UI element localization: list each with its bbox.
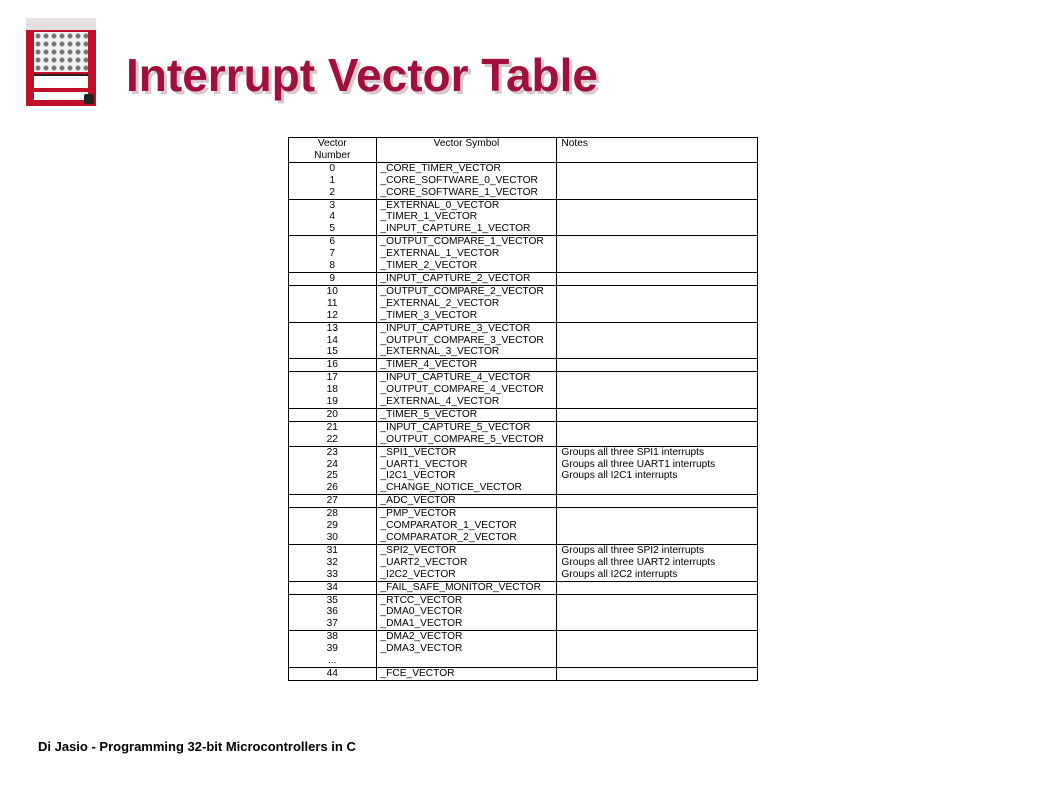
- table-row: [289, 544, 758, 556]
- vector-symbol-cell: [376, 655, 557, 667]
- vector-number-cell: 12: [289, 310, 377, 322]
- vector-symbol-cell: _INPUT_CAPTURE_5_VECTOR: [376, 421, 557, 433]
- table-row: [289, 248, 758, 260]
- vector-symbol-cell: _INPUT_CAPTURE_2_VECTOR: [376, 272, 557, 285]
- vector-symbol-cell: _RTCC_VECTOR: [376, 594, 557, 606]
- vector-note-cell: Groups all three UART1 interrupts: [557, 459, 758, 471]
- table-row: [289, 272, 758, 285]
- vector-number-cell: 21: [289, 421, 377, 433]
- vector-note-cell: [557, 434, 758, 446]
- table-row: [289, 581, 758, 594]
- table-row: [289, 162, 758, 174]
- vector-symbol-cell: _DMA2_VECTOR: [376, 631, 557, 643]
- table-row: [289, 606, 758, 618]
- table-row: [289, 421, 758, 433]
- vector-number-cell: 20: [289, 408, 377, 421]
- vector-symbol-cell: _OUTPUT_COMPARE_5_VECTOR: [376, 434, 557, 446]
- vector-number-cell: 36: [289, 606, 377, 618]
- vector-symbol-cell: _OUTPUT_COMPARE_1_VECTOR: [376, 236, 557, 248]
- vector-number-cell: 38: [289, 631, 377, 643]
- vector-note-cell: [557, 162, 758, 174]
- vector-number-cell: 0: [289, 162, 377, 174]
- slide-footer: Di Jasio - Programming 32-bit Microcontrollers in C: [38, 739, 356, 754]
- cover-top-band: [26, 18, 96, 30]
- vector-note-cell: [557, 421, 758, 433]
- table-row: [289, 396, 758, 408]
- table-body: [289, 162, 758, 680]
- vector-number-cell: 5: [289, 223, 377, 235]
- table-row: [289, 285, 758, 297]
- vector-note-cell: [557, 408, 758, 421]
- vector-symbol-cell: _FCE_VECTOR: [376, 667, 557, 680]
- vector-symbol-cell: _SPI1_VECTOR: [376, 446, 557, 458]
- table-row: [289, 667, 758, 680]
- vector-number-cell: 29: [289, 520, 377, 532]
- table-row: [289, 346, 758, 358]
- vector-symbol-cell: _EXTERNAL_1_VECTOR: [376, 248, 557, 260]
- table-row: [289, 310, 758, 322]
- vector-number-cell: 22: [289, 434, 377, 446]
- cover-title-block: [34, 74, 88, 88]
- table-row: [289, 482, 758, 494]
- vector-symbol-cell: _EXTERNAL_2_VECTOR: [376, 298, 557, 310]
- vector-symbol-cell: _DMA0_VECTOR: [376, 606, 557, 618]
- table-row: [289, 384, 758, 396]
- vector-number-cell: ...: [289, 655, 377, 667]
- vector-symbol-cell: _DMA1_VECTOR: [376, 618, 557, 630]
- vector-symbol-cell: _SPI2_VECTOR: [376, 544, 557, 556]
- vector-note-cell: [557, 667, 758, 680]
- vector-note-cell: [557, 187, 758, 199]
- table-row: [289, 187, 758, 199]
- vector-number-cell: 35: [289, 594, 377, 606]
- vector-number-cell: 1: [289, 175, 377, 187]
- vector-note-cell: [557, 482, 758, 494]
- vector-note-cell: [557, 372, 758, 384]
- vector-number-cell: 24: [289, 459, 377, 471]
- vector-note-cell: [557, 285, 758, 297]
- table-row: [289, 359, 758, 372]
- table-row: [289, 557, 758, 569]
- vector-number-cell: 30: [289, 532, 377, 544]
- table-row: [289, 236, 758, 248]
- vector-number-cell: 10: [289, 285, 377, 297]
- vector-note-cell: [557, 495, 758, 508]
- vector-number-cell: 17: [289, 372, 377, 384]
- vector-number-cell: 39: [289, 643, 377, 655]
- vector-symbol-cell: _CORE_SOFTWARE_0_VECTOR: [376, 175, 557, 187]
- vector-number-cell: 27: [289, 495, 377, 508]
- cover-author-block: [34, 92, 88, 100]
- vector-number-cell: 9: [289, 272, 377, 285]
- vector-number-cell: 15: [289, 346, 377, 358]
- table-row: [289, 434, 758, 446]
- vector-note-cell: [557, 248, 758, 260]
- vector-number-cell: 6: [289, 236, 377, 248]
- vector-number-cell: 32: [289, 557, 377, 569]
- vector-number-cell: 13: [289, 322, 377, 334]
- vector-number-cell: 31: [289, 544, 377, 556]
- vector-symbol-cell: _INPUT_CAPTURE_3_VECTOR: [376, 322, 557, 334]
- vector-note-cell: [557, 520, 758, 532]
- vector-symbol-cell: _EXTERNAL_4_VECTOR: [376, 396, 557, 408]
- table-row: [289, 532, 758, 544]
- vector-note-cell: [557, 310, 758, 322]
- vector-note-cell: [557, 199, 758, 211]
- vector-symbol-cell: _EXTERNAL_0_VECTOR: [376, 199, 557, 211]
- vector-note-cell: [557, 211, 758, 223]
- vector-symbol-cell: _ADC_VECTOR: [376, 495, 557, 508]
- vector-number-cell: 2: [289, 187, 377, 199]
- vector-symbol-cell: _TIMER_5_VECTOR: [376, 408, 557, 421]
- vector-symbol-cell: _TIMER_2_VECTOR: [376, 260, 557, 272]
- vector-note-cell: [557, 272, 758, 285]
- vector-note-cell: Groups all three SPI1 interrupts: [557, 446, 758, 458]
- vector-symbol-cell: _TIMER_3_VECTOR: [376, 310, 557, 322]
- vector-note-cell: [557, 655, 758, 667]
- vector-note-cell: [557, 532, 758, 544]
- table-row: [289, 459, 758, 471]
- table-row: [289, 260, 758, 272]
- vector-symbol-cell: _OUTPUT_COMPARE_2_VECTOR: [376, 285, 557, 297]
- table-row: [289, 211, 758, 223]
- vector-number-cell: 37: [289, 618, 377, 630]
- vector-note-cell: [557, 346, 758, 358]
- header-vector-number: [289, 138, 377, 163]
- vector-note-cell: [557, 384, 758, 396]
- vector-symbol-cell: _CORE_SOFTWARE_1_VECTOR: [376, 187, 557, 199]
- table-row: [289, 470, 758, 482]
- table-row: [289, 655, 758, 667]
- table-row: [289, 643, 758, 655]
- vector-symbol-cell: _INPUT_CAPTURE_1_VECTOR: [376, 223, 557, 235]
- header-vector-symbol: Vector Symbol: [376, 138, 557, 163]
- vector-number-cell: 44: [289, 667, 377, 680]
- table-row: [289, 631, 758, 643]
- vector-symbol-cell: _COMPARATOR_2_VECTOR: [376, 532, 557, 544]
- vector-note-cell: [557, 631, 758, 643]
- vector-note-cell: Groups all three SPI2 interrupts: [557, 544, 758, 556]
- vector-number-cell: 4: [289, 211, 377, 223]
- vector-number-cell: 19: [289, 396, 377, 408]
- vector-note-cell: [557, 322, 758, 334]
- vector-note-cell: [557, 396, 758, 408]
- vector-symbol-cell: _DMA3_VECTOR: [376, 643, 557, 655]
- vector-note-cell: [557, 236, 758, 248]
- vector-number-cell: 14: [289, 335, 377, 347]
- table-row: [289, 199, 758, 211]
- table-row: [289, 298, 758, 310]
- vector-number-cell: 8: [289, 260, 377, 272]
- vector-note-cell: [557, 223, 758, 235]
- table-row: [289, 335, 758, 347]
- vector-number-cell: 18: [289, 384, 377, 396]
- vector-note-cell: [557, 335, 758, 347]
- header-notes: Notes: [557, 138, 758, 163]
- table-row: [289, 520, 758, 532]
- vector-note-cell: [557, 581, 758, 594]
- table-header-row: [289, 138, 758, 163]
- vector-note-cell: Groups all I2C1 interrupts: [557, 470, 758, 482]
- vector-symbol-cell: _OUTPUT_COMPARE_3_VECTOR: [376, 335, 557, 347]
- table-row: [289, 372, 758, 384]
- vector-number-cell: 3: [289, 199, 377, 211]
- interrupt-vector-table: [288, 137, 758, 681]
- vector-number-cell: 23: [289, 446, 377, 458]
- vector-number-cell: 25: [289, 470, 377, 482]
- table-row: [289, 408, 758, 421]
- table-row: [289, 495, 758, 508]
- vector-symbol-cell: _TIMER_4_VECTOR: [376, 359, 557, 372]
- vector-symbol-cell: _OUTPUT_COMPARE_4_VECTOR: [376, 384, 557, 396]
- vector-number-cell: 7: [289, 248, 377, 260]
- vector-symbol-cell: _CHANGE_NOTICE_VECTOR: [376, 482, 557, 494]
- vector-note-cell: [557, 643, 758, 655]
- book-cover-image: [26, 18, 96, 106]
- vector-symbol-cell: _I2C2_VECTOR: [376, 569, 557, 581]
- vector-symbol-cell: _COMPARATOR_1_VECTOR: [376, 520, 557, 532]
- vector-number-cell: 34: [289, 581, 377, 594]
- header-vector-number-line2: Number: [314, 149, 351, 161]
- vector-note-cell: [557, 508, 758, 520]
- vector-note-cell: [557, 606, 758, 618]
- table-row: [289, 569, 758, 581]
- vector-note-cell: [557, 298, 758, 310]
- vector-symbol-cell: _CORE_TIMER_VECTOR: [376, 162, 557, 174]
- vector-symbol-cell: _EXTERNAL_3_VECTOR: [376, 346, 557, 358]
- vector-note-cell: Groups all I2C2 interrupts: [557, 569, 758, 581]
- table-row: [289, 618, 758, 630]
- vector-symbol-cell: _TIMER_1_VECTOR: [376, 211, 557, 223]
- vector-symbol-cell: _I2C1_VECTOR: [376, 470, 557, 482]
- table-row: [289, 175, 758, 187]
- vector-number-cell: 28: [289, 508, 377, 520]
- table-row: [289, 594, 758, 606]
- vector-note-cell: [557, 594, 758, 606]
- cover-artwork: [34, 32, 88, 72]
- table-row: [289, 322, 758, 334]
- vector-note-cell: [557, 260, 758, 272]
- vector-number-cell: 16: [289, 359, 377, 372]
- vector-number-cell: 11: [289, 298, 377, 310]
- table-row: [289, 446, 758, 458]
- table-row: [289, 223, 758, 235]
- vector-note-cell: [557, 359, 758, 372]
- table-row: [289, 508, 758, 520]
- vector-number-cell: 26: [289, 482, 377, 494]
- vector-number-cell: 33: [289, 569, 377, 581]
- vector-note-cell: [557, 618, 758, 630]
- vector-symbol-cell: _PMP_VECTOR: [376, 508, 557, 520]
- publisher-logo-icon: [84, 94, 94, 104]
- vector-symbol-cell: _INPUT_CAPTURE_4_VECTOR: [376, 372, 557, 384]
- vector-symbol-cell: _UART2_VECTOR: [376, 557, 557, 569]
- vector-symbol-cell: _FAIL_SAFE_MONITOR_VECTOR: [376, 581, 557, 594]
- header-vector-number-line1: Vector: [317, 138, 347, 149]
- slide-title: Interrupt Vector Table: [126, 49, 599, 101]
- vector-note-cell: Groups all three UART2 interrupts: [557, 557, 758, 569]
- vector-symbol-cell: _UART1_VECTOR: [376, 459, 557, 471]
- vector-note-cell: [557, 175, 758, 187]
